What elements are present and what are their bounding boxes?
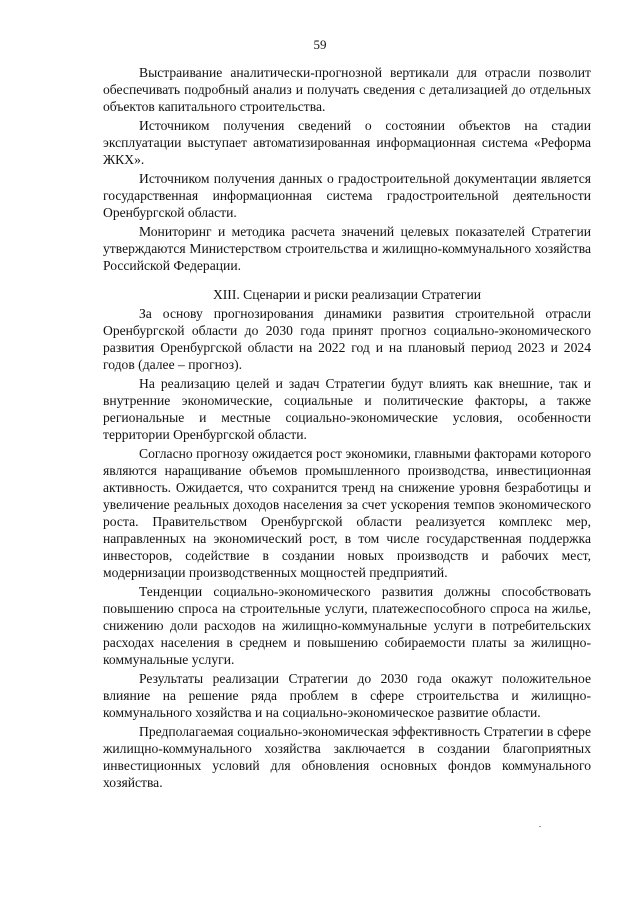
paragraph-forecast-basis: За основу прогнозирования динамики развития строительной отрасли Оренбургской области до 2030 года принят прогноз социально-экономического развития Оренбургской области на 2022 год и на плановый период 2023 и 2024 годов (далее – прогноз). — [103, 306, 591, 372]
paragraph-urban-planning-source: Источником получения данных о градостроительной документации является государственная информационная система градостроительной деятельности Оренбургской области. — [103, 171, 591, 220]
paragraph-economic-growth: Согласно прогнозу ожидается рост экономики, главными факторами которого являются наращивание объемов промышленного производства, инвестиционная активность. Ожидается, что сохранится тренд на снижение уровня безработицы и увеличение реальных доходов населения за счет ускорения темпов экономического роста. Правительством Оренбургской области реализуется комплекс мер, направленных на экономический рост, в том числе государственная поддержка инвесторов, содействие в создании новых производств и рабочих мест, модернизации производственных мощностей предприятий. — [103, 446, 591, 580]
document-body — [103, 64, 591, 791]
paragraph-reform-zhkh-source: Источником получения сведений о состоянии объектов на стадии эксплуатации выступает автоматизированная информационная система «Реформа ЖКХ». — [103, 118, 591, 167]
scan-speck — [539, 826, 541, 827]
page-number: 59 — [313, 37, 327, 52]
paragraph-development-trends: Тенденции социально-экономического развития должны способствовать повышению спроса на строительные услуги, платежеспособного спроса на жилье, снижению доли расходов на жилищно-коммунальные услуги в потребительских расходах населения в среднем и повышению собираемости платы за жилищно-коммунальные услуги. — [103, 584, 591, 667]
paragraph-strategy-results: Результаты реализации Стратегии до 2030 года окажут положительное влияние на решение ряда проблем в сфере строительства и жилищно-коммунального хозяйства и на социально-экономическое развитие области. — [103, 671, 591, 720]
section-title: XIII. Сценарии и риски реализации Стратегии — [212, 287, 482, 302]
paragraph-influencing-factors: На реализацию целей и задач Стратегии будут влиять как внешние, так и внутренние экономические, социальные и политические факторы, а также региональные и местные социально-экономические условия, особенности территории Оренбургской области. — [103, 376, 591, 442]
paragraph-expected-efficiency: Предполагаемая социально-экономическая эффективность Стратегии в сфере жилищно-коммунального хозяйства заключается в создании благоприятных инвестиционных условий для обновления основных фондов коммунального хозяйства. — [103, 724, 591, 790]
paragraph-monitoring-methodology: Мониторинг и методика расчета значений целевых показателей Стратегии утверждаются Министерством строительства и жилищно-коммунального хозяйства Российской Федерации. — [103, 224, 591, 273]
paragraph-analytics-vertical: Выстраивание аналитически-прогнозной вертикали для отрасли позволит обеспечивать подробный анализ и получать сведения с детализацией до отдельных объектов капитального строительства. — [103, 65, 591, 114]
